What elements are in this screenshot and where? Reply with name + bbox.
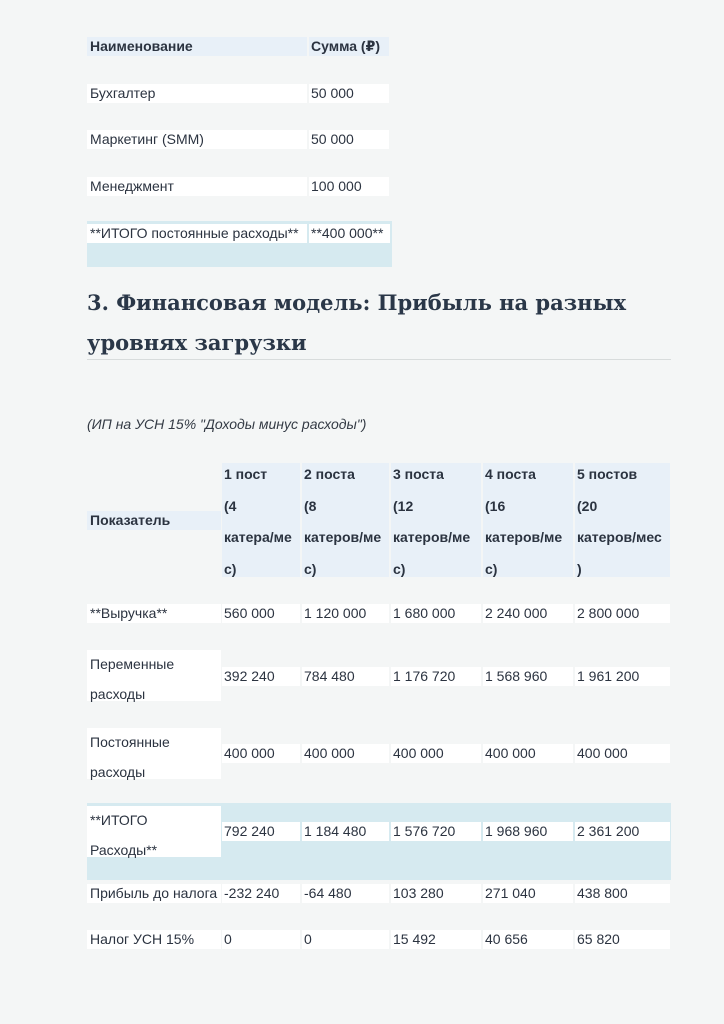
table-cell: -64 480 <box>302 884 389 903</box>
table-cell: 560 000 <box>222 604 300 623</box>
row-label-revenue: **Выручка** <box>87 604 221 623</box>
fixed-costs-row-value: 50 000 <box>309 130 389 149</box>
row-label-total-costs: **ИТОГО Расходы** <box>87 806 221 857</box>
fixed-costs-row-value: 100 000 <box>309 177 389 196</box>
col-header-1: 1 пост (4 катера/ме с) <box>224 466 292 577</box>
row-label-pretax-profit: Прибыль до налога <box>87 884 221 903</box>
row-label-tax: Налог УСН 15% <box>87 930 221 949</box>
section-divider <box>87 359 671 360</box>
fixed-costs-row-label: Бухгалтер <box>87 84 307 103</box>
table-cell: 400 000 <box>391 744 481 763</box>
row-label-variable-costs: Переменные расходы <box>87 650 221 701</box>
table-cell: 392 240 <box>222 667 300 686</box>
table-cell: 15 492 <box>391 930 481 949</box>
fixed-costs-header-name: Наименование <box>87 37 307 56</box>
table-cell: 1 176 720 <box>391 667 481 686</box>
table-cell: 0 <box>222 930 300 949</box>
fixed-costs-row-label: Маркетинг (SMM) <box>87 130 307 149</box>
table-cell: 40 656 <box>483 930 573 949</box>
fixed-costs-total-value: **400 000** <box>309 224 390 243</box>
table-cell: 400 000 <box>575 744 670 763</box>
fixed-costs-total-label: **ИТОГО постоянные расходы** <box>87 224 307 243</box>
table-cell: 2 240 000 <box>483 604 573 623</box>
table-cell: 1 968 960 <box>483 822 573 841</box>
table-cell: 792 240 <box>222 822 300 841</box>
table-cell: 784 480 <box>302 667 389 686</box>
table-cell: 0 <box>302 930 389 949</box>
table-cell: 438 800 <box>575 884 670 903</box>
table-cell: 1 120 000 <box>302 604 389 623</box>
table-cell: 2 800 000 <box>575 604 670 623</box>
profit-table-row-header: Показатель <box>87 511 221 530</box>
table-cell: 1 184 480 <box>302 822 389 841</box>
table-cell: 400 000 <box>483 744 573 763</box>
table-cell: 103 280 <box>391 884 481 903</box>
fixed-costs-row-value: 50 000 <box>309 84 389 103</box>
col-header-4: 4 поста (16 катеров/ме с) <box>485 466 563 577</box>
row-label-fixed-costs: Постоянные расходы <box>87 728 221 779</box>
tax-regime-note: (ИП на УСН 15% "Доходы минус расходы") <box>87 416 367 432</box>
table-cell: 2 361 200 <box>575 822 670 841</box>
table-cell: 1 576 720 <box>391 822 481 841</box>
table-cell: 65 820 <box>575 930 670 949</box>
col-header-2: 2 поста (8 катеров/ме с) <box>304 466 382 577</box>
table-cell: -232 240 <box>222 884 300 903</box>
col-header-5: 5 постов (20 катеров/мес ) <box>577 466 662 577</box>
fixed-costs-row-label: Менеджмент <box>87 177 307 196</box>
table-cell: 400 000 <box>222 744 300 763</box>
table-cell: 1 961 200 <box>575 667 670 686</box>
table-cell: 1 680 000 <box>391 604 481 623</box>
col-header-3: 3 поста (12 катеров/ме с) <box>393 466 471 577</box>
table-cell: 400 000 <box>302 744 389 763</box>
fixed-costs-header-sum: Сумма (₽) <box>309 37 389 56</box>
table-cell: 1 568 960 <box>483 667 573 686</box>
table-cell: 271 040 <box>483 884 573 903</box>
section-title: 3. Финансовая модель: Прибыль на разных уровнях загрузки <box>87 290 627 355</box>
